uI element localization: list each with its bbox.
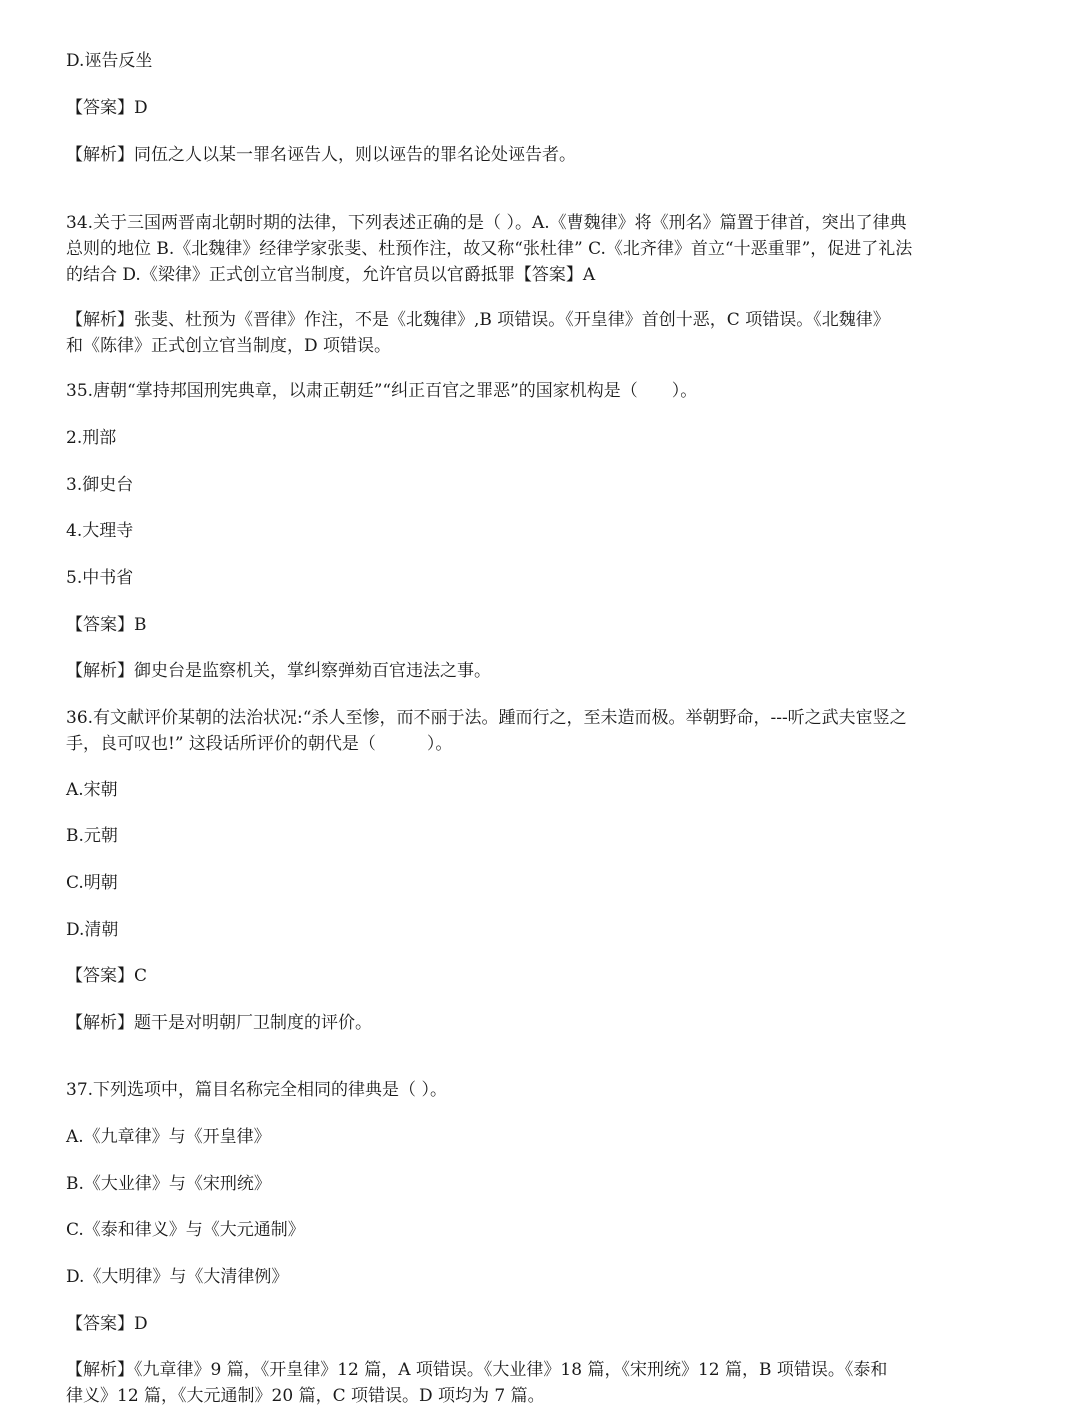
q35-question: 35.唐朝“掌持邦国刑宪典章，以肃正朝廷”“纠正百官之罪恶”的国家机构是（ ）。 [66,381,698,401]
q35-option: 4.大理寺 [66,521,134,541]
q36-option: D.清朝 [66,920,119,940]
q35-option: 3.御史台 [66,475,134,495]
q34-question-line: 34.关于三国两晋南北朝时期的法律，下列表述正确的是（ ）。A.《曹魏律》将《刑名》篇置于律首，突出了律典 [66,213,907,233]
q37-analysis-line: 【解析】《九章律》9 篇，《开皇律》12 篇，A 项错误。《大业律》18 篇，《宋刑统》12 篇，B 项错误。《泰和 [66,1360,888,1380]
q33-option-d: D.诬告反坐 [66,51,153,71]
q37-option: C.《泰和律义》与《大元通制》 [66,1220,305,1240]
q34-question-line: 的结合 D.《梁律》正式创立官当制度，允许官员以官爵抵罪【答案】A [66,265,596,285]
q34-analysis-line: 和《陈律》正式创立官当制度，D 项错误。 [66,336,392,356]
q35-option: 2.刑部 [66,428,117,448]
q37-analysis-line: 律义》12 篇，《大元通制》20 篇，C 项错误。D 项均为 7 篇。 [66,1386,545,1406]
q36-answer: 【答案】C [66,966,148,986]
q37-analysis [66,1357,1016,1409]
q33-analysis: 【解析】同伍之人以某一罪名诬告人，则以诬告的罪名论处诬告者。 [66,145,576,165]
q37-answer: 【答案】D [66,1314,148,1334]
q37-option: D.《大明律》与《大清律例》 [66,1267,289,1287]
q35-option: 5.中书省 [66,568,134,588]
q34-question-line: 总则的地位 B.《北魏律》经律学家张斐、杜预作注，故又称“张杜律” C.《北齐律》首立“十恶重罪”，促进了礼法 [66,239,913,259]
q35-answer: 【答案】B [66,615,147,635]
q36-question-line: 36.有文献评价某朝的法治状况:“杀人至惨，而不丽于法。踵而行之，至未造而极。举朝野命，---听之武夫宦竖之 [66,708,907,728]
q35-analysis: 【解析】御史台是监察机关，掌纠察弹劾百官违法之事。 [66,661,491,681]
q34-analysis-line: 【解析】张斐、杜预为《晋律》作注，不是《北魏律》,B 项错误。《开皇律》首创十恶，C 项错误。《北魏律》 [66,310,890,330]
q37-option: B.《大业律》与《宋刑统》 [66,1174,271,1194]
q36-option: A.宋朝 [66,780,118,800]
q34-question [66,210,1016,288]
q36-question-line: 手，良可叹也!” 这段话所评价的朝代是（ ）。 [66,734,453,754]
q37-option: A.《九章律》与《开皇律》 [66,1127,271,1147]
q36-question [66,705,1016,757]
q36-analysis: 【解析】题干是对明朝厂卫制度的评价。 [66,1013,372,1033]
q34-analysis [66,307,1016,359]
q36-option: C.明朝 [66,873,118,893]
q37-question: 37.下列选项中，篇目名称完全相同的律典是（ ）。 [66,1080,447,1100]
q33-answer: 【答案】D [66,98,148,118]
q36-option: B.元朝 [66,826,118,846]
